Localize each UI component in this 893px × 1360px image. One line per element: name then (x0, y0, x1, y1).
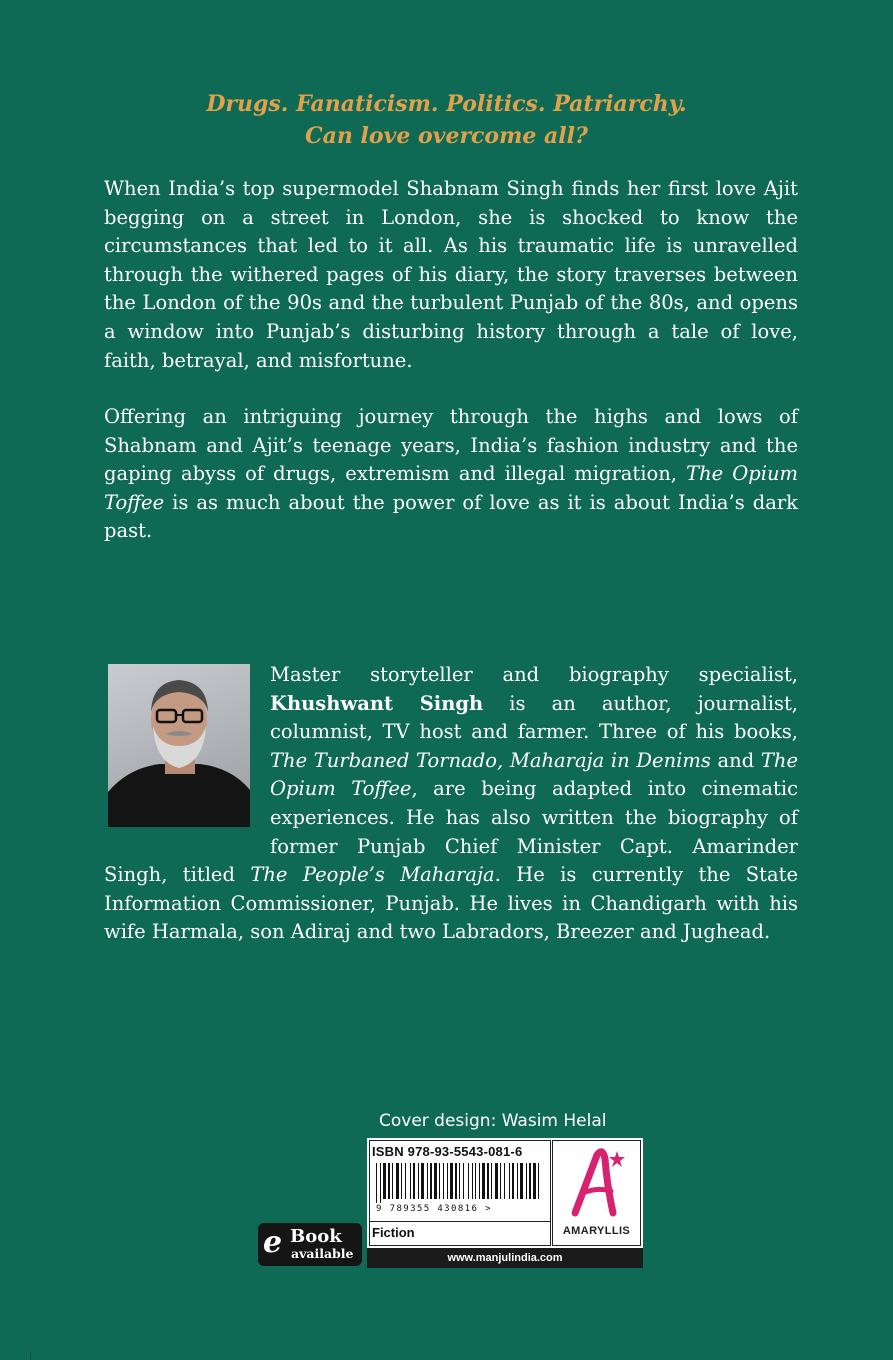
bio-book-1: The Turbaned Tornado, Maharaja in Denims (270, 748, 711, 772)
ebook-available: available (291, 1246, 354, 1261)
ebook-badge (258, 1223, 362, 1266)
blurb-book-title: The Opium Toffee (104, 462, 798, 514)
blurb-p2-text-a: Offering an intriguing journey through the highs and lows of Shabnam and Ajit’s teenage years, India’s fashion industry and the gaping abyss of drugs, extremism and illegal migration, (104, 405, 798, 486)
tagline-line-2: Can love overcome all? (305, 123, 588, 149)
isbn-panel (369, 1140, 551, 1246)
blurb-p2-text-b: is as much about the power of love as it is about India’s dark past. (104, 490, 798, 543)
publisher-logo (552, 1140, 641, 1246)
tagline-line-1: Drugs. Fanaticism. Politics. Patriarchy. (206, 91, 687, 117)
bio-text-4: . He is currently the State Information Commissioner, Punjab. He lives in Chandigarh with his wife Harmala, son Adiraj and two Labradors, Breezer and Jughead. (104, 863, 798, 944)
blurb-paragraph-1: When India’s top supermodel Shabnam Singh finds her first love Ajit begging on a street in London, she is shocked to know the circumstances that led to it all. As his traumatic life is unravelled through the withered pages of his diary, the story traverses between the London of the 90s and the turbulent Punjab of the 80s, and opens a window into Punjab’s disturbing history through a tale of love, faith, betrayal, and misfortune. (104, 177, 798, 372)
author-bio (104, 661, 798, 947)
bio-text-1: is an author, journalist, columnist, TV host and farmer. Three of his books, (270, 691, 798, 744)
bio-book-3: The People’s Maharaja (250, 863, 495, 887)
cover-design-credit: Cover design: Wasim Helal (379, 1111, 607, 1131)
bio-text-3: , are being adapted into cinematic experiences. He has also written the biography of former Punjab Chief Minister Capt. Amarinder Singh, titled (104, 777, 798, 887)
bio-text-2: and (717, 748, 755, 772)
publisher-name: AMARYLLIS (562, 1225, 631, 1237)
trim-mark (30, 1352, 31, 1360)
amaryllis-logo-icon (553, 1141, 640, 1221)
barcode-digits: 9 789355 430816 > (376, 1204, 492, 1214)
publisher-website: www.manjulindia.com (367, 1248, 643, 1268)
isbn-number: ISBN 978-93-5543-081-6 (372, 1144, 523, 1159)
barcode-icon (374, 1163, 546, 1203)
bio-intro: Master storyteller and biography specialist, (270, 663, 798, 686)
isbn-block (367, 1138, 643, 1268)
ebook-book: Book (290, 1226, 342, 1247)
blurb-paragraph-2 (104, 403, 798, 546)
bio-book-2: The Opium Toffee (270, 748, 798, 801)
author-name: Khushwant Singh (270, 691, 484, 715)
tagline (0, 88, 893, 152)
ebook-e: e (263, 1225, 283, 1260)
genre-label: Fiction (372, 1225, 415, 1240)
